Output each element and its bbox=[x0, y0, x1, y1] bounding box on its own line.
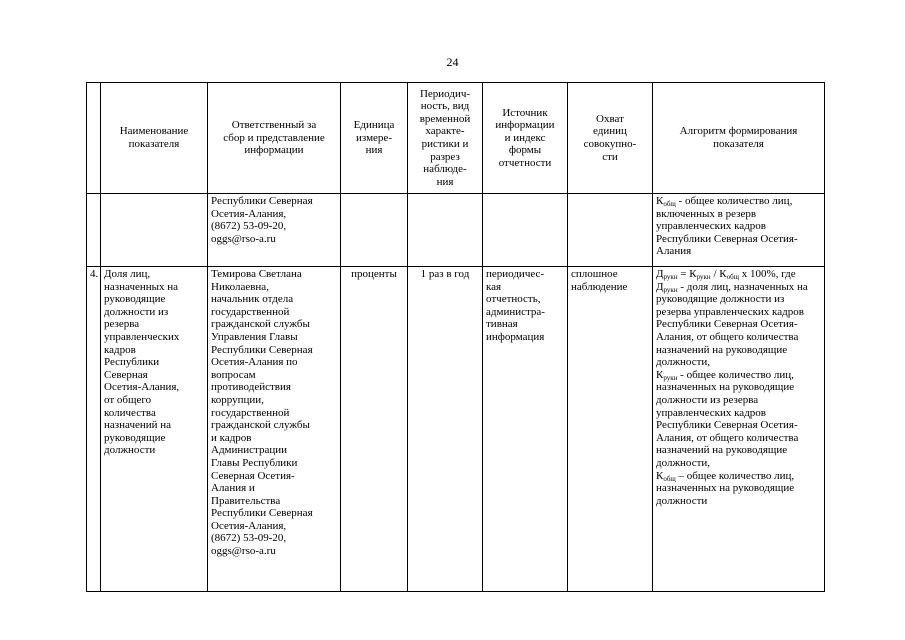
header-indicator-name: Наименование показателя bbox=[101, 83, 208, 194]
definition-subscript: рукн bbox=[663, 373, 678, 382]
table-row-continuation bbox=[87, 194, 825, 267]
definition-symbol: К bbox=[656, 469, 664, 482]
formula-subscript: рукн bbox=[696, 273, 711, 281]
cell-unit bbox=[341, 194, 408, 267]
cell-responsible: Темирова Светлана Николаевна, начальник отдела государственной гражданской службы Управления Главы Республики Северная Осетия-Алания по вопросам противодействия коррупции, государственной гражданской службы и кадров Администрации Главы Республики Северная Осетия- Алания и Правительства Республики Северная Осетия-Алания, (8672) 53-09-20, oggs@rso-a.ru bbox=[208, 267, 341, 592]
formula-subscript: рукн bbox=[663, 273, 678, 281]
cell-coverage bbox=[568, 194, 653, 267]
formula-text: - общее количество лиц, включенных в резерв управленческих кадров Республики Северная Осетия- Алания bbox=[656, 195, 798, 258]
formula-text: x 100%, где bbox=[739, 268, 796, 280]
formula-subscript: общ bbox=[663, 200, 676, 208]
table-row bbox=[87, 267, 825, 592]
header-unit: Единица измере- ния bbox=[341, 83, 408, 194]
formula-text: = К bbox=[677, 268, 697, 280]
formula-symbol: К bbox=[656, 195, 664, 207]
indicator-table bbox=[86, 82, 825, 592]
definition-text: - доля лиц, назначенных на руководящие должности из резерва управленческих кадров Республики Северная Осетия- Алания, от общего количества назначений на руководящие должности, bbox=[656, 280, 808, 369]
definition-symbol: К bbox=[656, 368, 664, 381]
cell-name bbox=[101, 194, 208, 267]
header-number bbox=[87, 83, 101, 194]
definition-subscript: общ bbox=[663, 474, 676, 483]
definition-subscript: рукн bbox=[663, 285, 678, 294]
header-responsible: Ответственный за сбор и представление информации bbox=[208, 83, 341, 194]
header-source: Источник информации и индекс формы отчетности bbox=[483, 83, 568, 194]
cell-algorithm bbox=[653, 194, 825, 267]
formula-symbol: Д bbox=[656, 268, 664, 280]
cell-coverage: сплошное наблюдение bbox=[568, 267, 653, 592]
cell-periodicity: 1 раз в год bbox=[408, 267, 483, 592]
cell-source: периодичес- кая отчетность, администра- тивная информация bbox=[483, 267, 568, 592]
table-header-row bbox=[87, 83, 825, 194]
header-algorithm: Алгоритм формирования показателя bbox=[653, 83, 825, 194]
cell-number: 4. bbox=[87, 267, 101, 592]
cell-source bbox=[483, 194, 568, 267]
cell-responsible: Республики Северная Осетия-Алания, (8672) 53-09-20, oggs@rso-a.ru bbox=[208, 194, 341, 267]
cell-name: Доля лиц, назначенных на руководящие должности из резерва управленческих кадров Республики Северная Осетия-Алания, от общего количества назначений на руководящие должности bbox=[101, 267, 208, 592]
definition-text: - общее количество лиц, назначенных на руководящие должности из резерва управленческих кадров Республики Северная Осетия- Алания, от общего количества назначений на руководящие должности, bbox=[656, 368, 799, 469]
page-number: 24 bbox=[446, 55, 459, 69]
cell-number bbox=[87, 194, 101, 267]
definition-text: – общее количество лиц, назначенных на руководящие должности bbox=[656, 469, 795, 507]
header-coverage: Охват единиц совокупно- сти bbox=[568, 83, 653, 194]
cell-unit: проценты bbox=[341, 267, 408, 592]
formula-text: / К bbox=[710, 268, 727, 280]
cell-periodicity bbox=[408, 194, 483, 267]
definition-symbol: Д bbox=[656, 280, 664, 293]
header-periodicity: Периодич- ность, вид временной характе- ристики и разрез наблюде- ния bbox=[408, 83, 483, 194]
formula-subscript: общ bbox=[726, 273, 740, 281]
cell-algorithm bbox=[653, 267, 825, 592]
